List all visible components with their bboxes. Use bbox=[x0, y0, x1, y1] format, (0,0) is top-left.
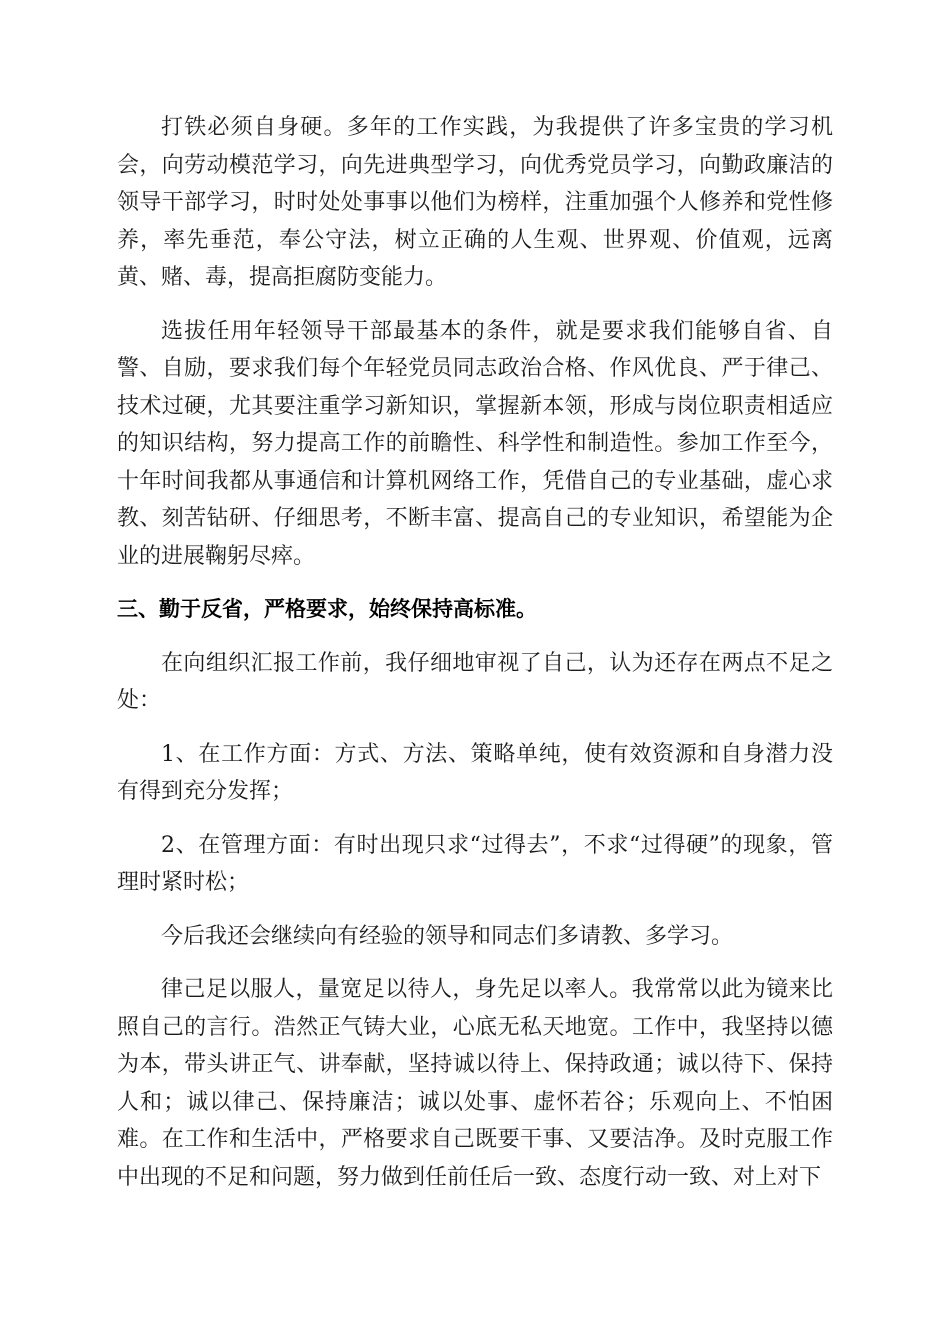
paragraph: 律己足以服人，量宽足以待人，身先足以率人。我常常以此为镜来比照自己的言行。浩然正气铸大业，心底无私天地宽。工作中，我坚持以德为本，带头讲正气、讲奉献，坚持诚以待上、保持政通；诚以待下、保持人和；诚以律己、保持廉洁；诚以处事、虚怀若谷；乐观向上、不怕困难。在工作和生活中，严格要求自己既要干事、又要洁净。及时克服工作中出现的不足和问题，努力做到任前任后一致、态度行动一致、对上对下 bbox=[117, 977, 833, 1190]
paragraph: 在向组织汇报工作前，我仔细地审视了自己，认为还存在两点不足之处： bbox=[117, 650, 833, 713]
paragraph-gap bbox=[117, 629, 833, 645]
paragraph-gap bbox=[117, 902, 833, 918]
paragraph: 打铁必须自身硬。多年的工作实践，为我提供了许多宝贵的学习机会，向劳动模范学习，向先进典型学习，向优秀党员学习，向勤政廉洁的领导干部学习，时时处处事事以他们为榜样，注重加强个人修养和党性修养，率先垂范，奉公守法，树立正确的人生观、世界观、价值观，远离黄、赌、毒，提高拒腐防变能力。 bbox=[117, 115, 833, 290]
paragraph-gap bbox=[117, 575, 833, 591]
document-body bbox=[117, 109, 833, 1196]
paragraph-gap bbox=[117, 955, 833, 971]
paragraph: 选拔任用年轻领导干部最基本的条件，就是要求我们能够自省、自警、自励，要求我们每个年轻党员同志政治合格、作风优良、严于律己、技术过硬，尤其要注重学习新知识，掌握新本领，形成与岗位职责相适应的知识结构，努力提高工作的前瞻性、科学性和制造性。参加工作至今，十年时间我都从事通信和计算机网络工作，凭借自己的专业基础，虚心求教、刻苦钻研、仔细思考，不断丰富、提高自己的专业知识，希望能为企业的进展鞠躬尽瘁。 bbox=[117, 318, 833, 569]
paragraph: 今后我还会继续向有经验的领导和同志们多请教、多学习。 bbox=[161, 923, 734, 949]
paragraph-gap bbox=[117, 720, 833, 736]
section-heading: 三、勤于反省，严格要求，始终保持高标准。 bbox=[117, 597, 537, 621]
paragraph-gap bbox=[117, 811, 833, 827]
paragraph-gap bbox=[117, 297, 833, 313]
list-item: 1、在工作方面：方式、方法、策略单纯，使有效资源和自身潜力没有得到充分发挥； bbox=[117, 741, 833, 804]
list-item: 2、在管理方面：有时出现只求“过得去”，不求“过得硬”的现象，管理时紧时松； bbox=[117, 832, 833, 895]
